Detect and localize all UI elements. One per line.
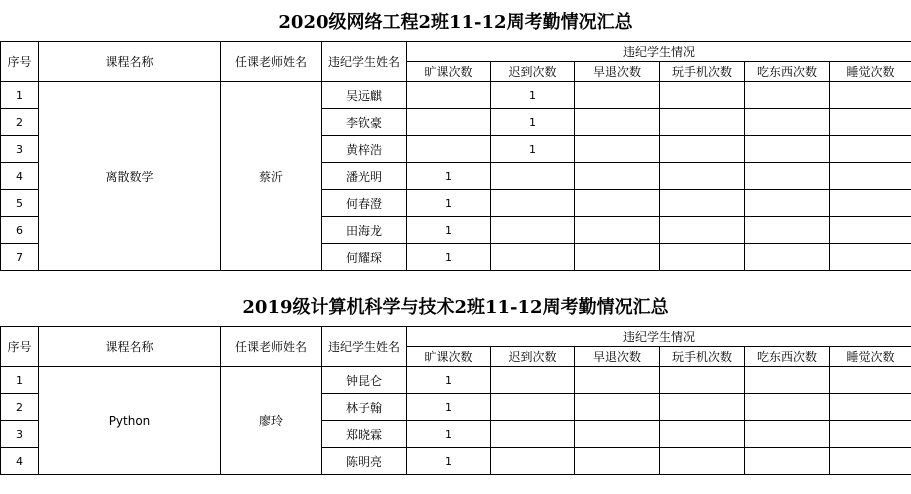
count-cell — [491, 190, 575, 217]
header-col: 睡觉次数 — [830, 347, 911, 367]
row-seq: 1 — [1, 82, 39, 109]
count-cell — [575, 217, 660, 244]
count-cell — [830, 217, 911, 244]
count-cell — [830, 82, 911, 109]
count-cell: 1 — [407, 421, 491, 448]
count-cell — [660, 217, 745, 244]
course-name: 离散数学 — [39, 82, 221, 271]
count-cell — [575, 367, 660, 394]
student-name: 吴远麒 — [322, 82, 407, 109]
row-seq: 4 — [1, 448, 39, 475]
count-cell — [575, 421, 660, 448]
count-cell — [575, 109, 660, 136]
header-col: 迟到次数 — [491, 347, 575, 367]
row-seq: 3 — [1, 136, 39, 163]
header-teacher: 任课老师姓名 — [221, 42, 322, 82]
count-cell — [830, 109, 911, 136]
header-seq: 序号 — [1, 42, 39, 82]
count-cell — [575, 190, 660, 217]
count-cell — [660, 367, 745, 394]
count-cell — [407, 109, 491, 136]
row-seq: 1 — [1, 367, 39, 394]
count-cell — [491, 448, 575, 475]
header-col: 早退次数 — [575, 62, 660, 82]
student-name: 林子翰 — [322, 394, 407, 421]
student-name: 潘光明 — [322, 163, 407, 190]
count-cell — [745, 448, 830, 475]
count-cell — [830, 163, 911, 190]
student-name: 李钦豪 — [322, 109, 407, 136]
count-cell — [660, 448, 745, 475]
count-cell — [830, 421, 911, 448]
count-cell: 1 — [407, 394, 491, 421]
count-cell — [491, 244, 575, 271]
header-course: 课程名称 — [39, 327, 221, 367]
count-cell — [407, 82, 491, 109]
table-row — [1, 82, 911, 109]
count-cell — [491, 421, 575, 448]
row-seq: 6 — [1, 217, 39, 244]
count-cell — [491, 163, 575, 190]
student-name: 陈明亮 — [322, 448, 407, 475]
count-cell — [575, 136, 660, 163]
header-student: 违纪学生姓名 — [322, 327, 407, 367]
count-cell — [745, 421, 830, 448]
header-row — [1, 42, 911, 62]
count-cell — [660, 421, 745, 448]
count-cell — [660, 136, 745, 163]
row-seq: 7 — [1, 244, 39, 271]
count-cell: 1 — [491, 109, 575, 136]
table-row — [1, 367, 911, 394]
count-cell: 1 — [407, 367, 491, 394]
header-col: 迟到次数 — [491, 62, 575, 82]
count-cell — [575, 82, 660, 109]
count-cell — [830, 394, 911, 421]
count-cell: 1 — [407, 163, 491, 190]
count-cell — [491, 367, 575, 394]
header-teacher: 任课老师姓名 — [221, 327, 322, 367]
student-name: 何春澄 — [322, 190, 407, 217]
count-cell — [491, 217, 575, 244]
count-cell — [491, 394, 575, 421]
header-col: 玩手机次数 — [660, 62, 745, 82]
header-course: 课程名称 — [39, 42, 221, 82]
count-cell — [830, 136, 911, 163]
count-cell: 1 — [407, 448, 491, 475]
count-cell — [660, 82, 745, 109]
count-cell — [745, 217, 830, 244]
count-cell — [407, 136, 491, 163]
count-cell — [660, 244, 745, 271]
attendance-table-2 — [0, 326, 911, 475]
header-col: 早退次数 — [575, 347, 660, 367]
row-seq: 5 — [1, 190, 39, 217]
count-cell — [745, 82, 830, 109]
attendance-table-1 — [0, 41, 911, 271]
header-student: 违纪学生姓名 — [322, 42, 407, 82]
row-seq: 2 — [1, 394, 39, 421]
count-cell — [575, 163, 660, 190]
teacher-name: 蔡沂 — [221, 82, 322, 271]
count-cell — [745, 109, 830, 136]
header-col: 吃东西次数 — [745, 347, 830, 367]
student-name: 何耀琛 — [322, 244, 407, 271]
count-cell — [575, 394, 660, 421]
row-seq: 2 — [1, 109, 39, 136]
count-cell — [745, 394, 830, 421]
count-cell: 1 — [407, 244, 491, 271]
header-col: 旷课次数 — [407, 62, 491, 82]
count-cell — [575, 448, 660, 475]
section-title-1: 2020级网络工程2班11-12周考勤情况汇总 — [278, 12, 633, 33]
count-cell — [745, 136, 830, 163]
count-cell: 1 — [407, 190, 491, 217]
count-cell — [660, 394, 745, 421]
row-seq: 4 — [1, 163, 39, 190]
count-cell: 1 — [491, 136, 575, 163]
count-cell — [745, 367, 830, 394]
count-cell — [745, 190, 830, 217]
header-col: 旷课次数 — [407, 347, 491, 367]
count-cell — [830, 448, 911, 475]
count-cell — [830, 244, 911, 271]
student-name: 田海龙 — [322, 217, 407, 244]
count-cell — [660, 190, 745, 217]
header-group: 违纪学生情况 — [407, 42, 911, 62]
count-cell — [660, 109, 745, 136]
header-col: 吃东西次数 — [745, 62, 830, 82]
row-seq: 3 — [1, 421, 39, 448]
header-group: 违纪学生情况 — [407, 327, 911, 347]
header-col: 睡觉次数 — [830, 62, 911, 82]
header-col: 玩手机次数 — [660, 347, 745, 367]
course-name: Python — [39, 367, 221, 475]
header-row — [1, 327, 911, 347]
count-cell — [660, 163, 745, 190]
count-cell — [830, 190, 911, 217]
count-cell — [745, 163, 830, 190]
student-name: 郑晓霖 — [322, 421, 407, 448]
student-name: 黄梓浩 — [322, 136, 407, 163]
count-cell — [830, 367, 911, 394]
count-cell — [745, 244, 830, 271]
student-name: 钟昆仑 — [322, 367, 407, 394]
teacher-name: 廖玲 — [221, 367, 322, 475]
header-seq: 序号 — [1, 327, 39, 367]
count-cell — [575, 244, 660, 271]
count-cell: 1 — [407, 217, 491, 244]
count-cell: 1 — [491, 82, 575, 109]
section-title-2: 2019级计算机科学与技术2班11-12周考勤情况汇总 — [242, 297, 669, 318]
